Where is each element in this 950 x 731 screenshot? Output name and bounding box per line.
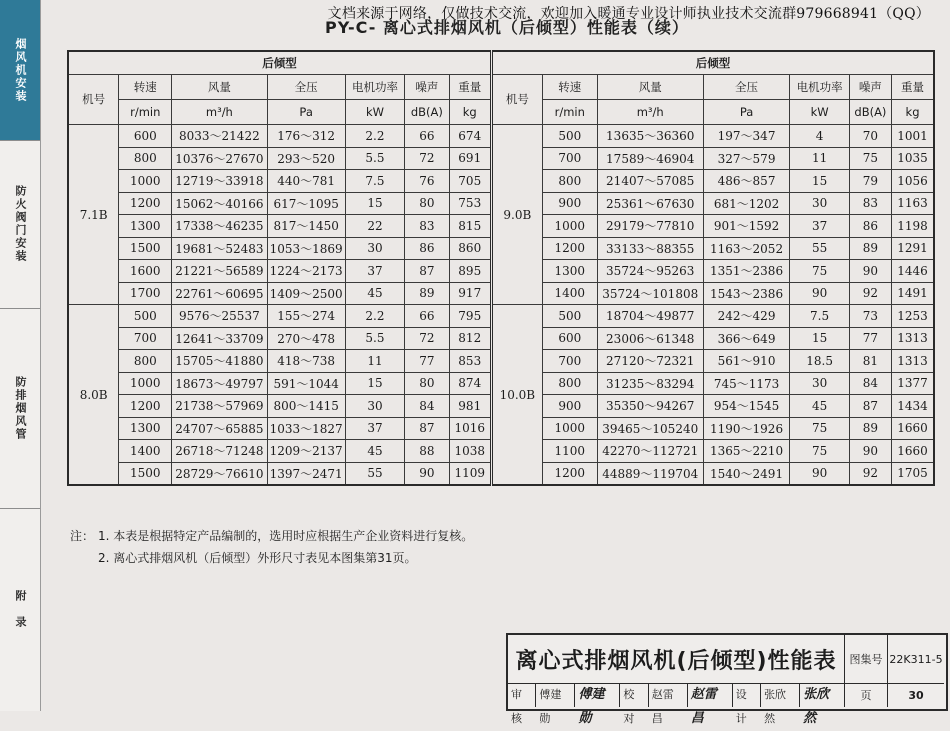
flow-cell: 15705～41880 (172, 350, 267, 373)
speed-cell: 500 (542, 305, 597, 328)
pressure-cell: 1033～1827 (267, 417, 345, 440)
weight-cell: 1446 (892, 260, 934, 283)
weight-cell: 1291 (892, 237, 934, 260)
checker-name: 赵雷昌 (649, 683, 688, 707)
flow-cell: 35724～95263 (597, 260, 703, 283)
reviewer-signature: 傅建勋 (575, 683, 620, 707)
pressure-cell: 681～1202 (703, 192, 790, 215)
flow-cell: 22761～60695 (172, 282, 267, 305)
power-cell: 45 (790, 395, 849, 418)
weight-cell: 853 (449, 350, 491, 373)
flow-cell: 31235～83294 (597, 372, 703, 395)
flow-cell: 12719～33918 (172, 170, 267, 193)
noise-cell: 87 (405, 417, 449, 440)
power-cell: 7.5 (790, 305, 849, 328)
power-cell: 75 (790, 417, 849, 440)
noise-cell: 80 (405, 372, 449, 395)
speed-cell: 1300 (542, 260, 597, 283)
pressure-cell: 366～649 (703, 327, 790, 350)
title-block (506, 633, 948, 726)
note-item: 1. 本表是根据特定产品编制的，选用时应根据生产企业资料进行复核。 (98, 529, 474, 543)
noise-cell: 83 (405, 215, 449, 238)
header-flow: 风量 (597, 75, 703, 100)
weight-cell: 1035 (892, 147, 934, 170)
weight-cell: 1313 (892, 327, 934, 350)
page-title: PY-C- 离心式排烟风机（后倾型）性能表（续） (325, 18, 689, 37)
noise-cell: 76 (405, 170, 449, 193)
pressure-cell: 591～1044 (267, 372, 345, 395)
speed-cell: 900 (542, 395, 597, 418)
power-cell: 90 (790, 462, 849, 485)
review-label: 审核 (508, 683, 536, 707)
noise-cell: 86 (405, 237, 449, 260)
designer-name: 张欣然 (761, 683, 800, 707)
flow-cell: 35350～94267 (597, 395, 703, 418)
designer-signature: 张欣然 (803, 687, 830, 726)
header-power-unit: kW (790, 100, 849, 125)
header-pressure-unit: Pa (267, 100, 345, 125)
speed-cell: 900 (542, 192, 597, 215)
flow-cell: 18673～49797 (172, 372, 267, 395)
speed-cell: 500 (542, 125, 597, 148)
pressure-cell: 617～1095 (267, 192, 345, 215)
flow-cell: 44889～119704 (597, 462, 703, 485)
power-cell: 22 (345, 215, 404, 238)
header-speed-unit: r/min (119, 100, 172, 125)
group-header-left: 后倾型 (68, 51, 491, 75)
speed-cell: 700 (542, 147, 597, 170)
weight-cell: 1001 (892, 125, 934, 148)
pressure-cell: 293～520 (267, 147, 345, 170)
sidebar-item-smoke-fan-install[interactable] (0, 0, 40, 141)
power-cell: 15 (790, 170, 849, 193)
speed-cell: 1100 (542, 440, 597, 463)
speed-cell: 800 (119, 147, 172, 170)
pressure-cell: 1543～2386 (703, 282, 790, 305)
speed-cell: 1200 (542, 462, 597, 485)
noise-cell: 84 (849, 372, 891, 395)
speed-cell: 1200 (542, 237, 597, 260)
performance-table-body (68, 125, 934, 486)
flow-cell: 15062～40166 (172, 192, 267, 215)
power-cell: 55 (790, 237, 849, 260)
noise-cell: 92 (849, 462, 891, 485)
noise-cell: 87 (849, 395, 891, 418)
weight-cell: 691 (449, 147, 491, 170)
pressure-cell: 1397～2471 (267, 462, 345, 485)
noise-cell: 86 (849, 215, 891, 238)
header-speed: 转速 (119, 75, 172, 100)
power-cell: 30 (345, 395, 404, 418)
noise-cell: 72 (405, 327, 449, 350)
power-cell: 45 (345, 282, 404, 305)
table-row (68, 125, 934, 148)
noise-cell: 77 (849, 327, 891, 350)
flow-cell: 27120～72321 (597, 350, 703, 373)
speed-cell: 1600 (119, 260, 172, 283)
flow-cell: 21407～57085 (597, 170, 703, 193)
header-weight: 重量 (449, 75, 491, 100)
flow-cell: 17589～46904 (597, 147, 703, 170)
watermark-text: 文档来源于网络，仅做技术交流，欢迎加入暖通专业设计师执业技术交流群979668941（QQ） (327, 6, 930, 22)
noise-cell: 90 (849, 440, 891, 463)
power-cell: 18.5 (790, 350, 849, 373)
speed-cell: 1200 (119, 395, 172, 418)
noise-cell: 73 (849, 305, 891, 328)
pressure-cell: 745～1173 (703, 372, 790, 395)
pressure-cell: 418～738 (267, 350, 345, 373)
table-row (68, 305, 934, 328)
flow-cell: 8033～21422 (172, 125, 267, 148)
header-power: 电机功率 (790, 75, 849, 100)
noise-cell: 75 (849, 147, 891, 170)
noise-cell: 70 (849, 125, 891, 148)
pressure-cell: 954～1545 (703, 395, 790, 418)
speed-cell: 1500 (119, 237, 172, 260)
flow-cell: 42270～112721 (597, 440, 703, 463)
weight-cell: 1313 (892, 350, 934, 373)
speed-cell: 700 (542, 350, 597, 373)
weight-cell: 1377 (892, 372, 934, 395)
weight-cell: 1016 (449, 417, 491, 440)
speed-cell: 1400 (542, 282, 597, 305)
model-cell: 8.0B (68, 305, 119, 486)
pressure-cell: 1163～2052 (703, 237, 790, 260)
design-label: 设计 (733, 683, 761, 707)
pressure-cell: 242～429 (703, 305, 790, 328)
speed-cell: 1500 (119, 462, 172, 485)
weight-cell: 1660 (892, 417, 934, 440)
noise-cell: 77 (405, 350, 449, 373)
power-cell: 11 (345, 350, 404, 373)
power-cell: 75 (790, 260, 849, 283)
speed-cell: 800 (119, 350, 172, 373)
weight-cell: 981 (449, 395, 491, 418)
power-cell: 5.5 (345, 327, 404, 350)
header-noise: 噪声 (405, 75, 449, 100)
power-cell: 37 (345, 417, 404, 440)
speed-cell: 800 (542, 170, 597, 193)
pressure-cell: 1053～1869 (267, 237, 345, 260)
flow-cell: 12641～33709 (172, 327, 267, 350)
speed-cell: 1700 (119, 282, 172, 305)
speed-cell: 500 (119, 305, 172, 328)
noise-cell: 79 (849, 170, 891, 193)
header-speed-unit: r/min (542, 100, 597, 125)
power-cell: 2.2 (345, 125, 404, 148)
sidebar-item-label: 防排烟风管 (14, 375, 27, 441)
pressure-cell: 800～1415 (267, 395, 345, 418)
noise-cell: 88 (405, 440, 449, 463)
header-pressure-unit: Pa (703, 100, 790, 125)
flow-cell: 21738～57969 (172, 395, 267, 418)
pressure-cell: 197～347 (703, 125, 790, 148)
pressure-cell: 1365～2210 (703, 440, 790, 463)
speed-cell: 1000 (119, 170, 172, 193)
pressure-cell: 270～478 (267, 327, 345, 350)
weight-cell: 1491 (892, 282, 934, 305)
header-pressure: 全压 (267, 75, 345, 100)
power-cell: 15 (345, 372, 404, 395)
pressure-cell: 561～910 (703, 350, 790, 373)
weight-cell: 705 (449, 170, 491, 193)
speed-cell: 1000 (542, 215, 597, 238)
power-cell: 45 (345, 440, 404, 463)
noise-cell: 66 (405, 125, 449, 148)
noise-cell: 81 (849, 350, 891, 373)
noise-cell: 90 (405, 462, 449, 485)
flow-cell: 33133～88355 (597, 237, 703, 260)
page-number: 30 (908, 688, 924, 702)
weight-cell: 860 (449, 237, 491, 260)
header-noise: 噪声 (849, 75, 891, 100)
flow-cell: 10376～27670 (172, 147, 267, 170)
weight-cell: 815 (449, 215, 491, 238)
noise-cell: 87 (405, 260, 449, 283)
noise-cell: 84 (405, 395, 449, 418)
header-pressure: 全压 (703, 75, 790, 100)
weight-cell: 1163 (892, 192, 934, 215)
flow-cell: 18704～49877 (597, 305, 703, 328)
weight-cell: 795 (449, 305, 491, 328)
header-model: 机号 (68, 75, 119, 125)
noise-cell: 80 (405, 192, 449, 215)
header-weight: 重量 (892, 75, 934, 100)
sidebar-item-fire-damper-install[interactable] (0, 140, 40, 309)
check-label: 校对 (620, 683, 648, 707)
flow-cell: 19681～52483 (172, 237, 267, 260)
power-cell: 7.5 (345, 170, 404, 193)
flow-cell: 26718～71248 (172, 440, 267, 463)
speed-cell: 1300 (119, 215, 172, 238)
power-cell: 37 (345, 260, 404, 283)
speed-cell: 800 (542, 372, 597, 395)
pressure-cell: 1351～2386 (703, 260, 790, 283)
power-cell: 75 (790, 440, 849, 463)
weight-cell: 753 (449, 192, 491, 215)
header-noise-unit: dB(A) (405, 100, 449, 125)
pressure-cell: 327～579 (703, 147, 790, 170)
note-item: 2. 离心式排烟风机（后倾型）外形尺寸表见本图集第31页。 (98, 551, 417, 565)
sidebar-item-appendix[interactable] (0, 508, 40, 711)
power-cell: 2.2 (345, 305, 404, 328)
notes-label: 注： (70, 529, 95, 543)
power-cell: 4 (790, 125, 849, 148)
header-power-unit: kW (345, 100, 404, 125)
flow-cell: 29179～77810 (597, 215, 703, 238)
weight-cell: 1109 (449, 462, 491, 485)
flow-cell: 25361～67630 (597, 192, 703, 215)
flow-cell: 39465～105240 (597, 417, 703, 440)
noise-cell: 72 (405, 147, 449, 170)
power-cell: 55 (345, 462, 404, 485)
noise-cell: 66 (405, 305, 449, 328)
speed-cell: 600 (119, 125, 172, 148)
sidebar-item-label: 防火阀门安装 (14, 185, 27, 263)
power-cell: 15 (790, 327, 849, 350)
sidebar-item-smoke-duct[interactable] (0, 308, 40, 509)
weight-cell: 1253 (892, 305, 934, 328)
weight-cell: 1434 (892, 395, 934, 418)
pressure-cell: 817～1450 (267, 215, 345, 238)
weight-cell: 874 (449, 372, 491, 395)
noise-cell: 90 (849, 260, 891, 283)
noise-cell: 89 (849, 417, 891, 440)
sidebar (0, 0, 41, 711)
noise-cell: 89 (405, 282, 449, 305)
power-cell: 37 (790, 215, 849, 238)
power-cell: 15 (345, 192, 404, 215)
weight-cell: 1056 (892, 170, 934, 193)
noise-cell: 89 (849, 237, 891, 260)
weight-cell: 812 (449, 327, 491, 350)
sidebar-item-label: 烟风机安装 (14, 37, 27, 103)
power-cell: 30 (790, 372, 849, 395)
model-cell: 7.1B (68, 125, 119, 305)
header-speed: 转速 (542, 75, 597, 100)
power-cell: 30 (345, 237, 404, 260)
sidebar-item-label: 附 录 (14, 590, 27, 629)
flow-cell: 21221～56589 (172, 260, 267, 283)
header-weight-unit: kg (892, 100, 934, 125)
pressure-cell: 901～1592 (703, 215, 790, 238)
checker-signature: 赵雷昌 (688, 683, 733, 707)
pressure-cell: 486～857 (703, 170, 790, 193)
speed-cell: 700 (119, 327, 172, 350)
noise-cell: 83 (849, 192, 891, 215)
header-flow-unit: m³/h (597, 100, 703, 125)
pressure-cell: 176～312 (267, 125, 345, 148)
header-model: 机号 (491, 75, 542, 125)
pressure-cell: 1209～2137 (267, 440, 345, 463)
weight-cell: 1705 (892, 462, 934, 485)
header-weight-unit: kg (449, 100, 491, 125)
weight-cell: 1038 (449, 440, 491, 463)
header-flow: 风量 (172, 75, 267, 100)
weight-cell: 895 (449, 260, 491, 283)
pressure-cell: 155～274 (267, 305, 345, 328)
header-noise-unit: dB(A) (849, 100, 891, 125)
model-cell: 10.0B (491, 305, 542, 486)
pressure-cell: 1540～2491 (703, 462, 790, 485)
weight-cell: 917 (449, 282, 491, 305)
notes (70, 525, 473, 569)
noise-cell: 92 (849, 282, 891, 305)
title-block-main-title: 离心式排烟风机(后倾型)性能表 (508, 635, 845, 684)
pressure-cell: 440～781 (267, 170, 345, 193)
page-label: 页 (845, 683, 888, 707)
weight-cell: 674 (449, 125, 491, 148)
reviewer-name: 傅建勋 (536, 683, 575, 707)
weight-cell: 1660 (892, 440, 934, 463)
pressure-cell: 1409～2500 (267, 282, 345, 305)
speed-cell: 1400 (119, 440, 172, 463)
atlas-label: 图集号 (845, 635, 888, 684)
flow-cell: 13635～36360 (597, 125, 703, 148)
pressure-cell: 1224～2173 (267, 260, 345, 283)
power-cell: 30 (790, 192, 849, 215)
header-power: 电机功率 (345, 75, 404, 100)
power-cell: 90 (790, 282, 849, 305)
flow-cell: 28729～76610 (172, 462, 267, 485)
speed-cell: 1000 (542, 417, 597, 440)
atlas-number: 22K311-5 (888, 635, 944, 684)
title-block-signatures (508, 683, 845, 726)
speed-cell: 1000 (119, 372, 172, 395)
speed-cell: 600 (542, 327, 597, 350)
flow-cell: 24707～65885 (172, 417, 267, 440)
pressure-cell: 1190～1926 (703, 417, 790, 440)
flow-cell: 9576～25537 (172, 305, 267, 328)
speed-cell: 1300 (119, 417, 172, 440)
model-cell: 9.0B (491, 125, 542, 305)
speed-cell: 1200 (119, 192, 172, 215)
performance-table (67, 50, 935, 486)
flow-cell: 23006～61348 (597, 327, 703, 350)
power-cell: 5.5 (345, 147, 404, 170)
weight-cell: 1198 (892, 215, 934, 238)
flow-cell: 17338～46235 (172, 215, 267, 238)
flow-cell: 35724～101808 (597, 282, 703, 305)
header-flow-unit: m³/h (172, 100, 267, 125)
group-header-right: 后倾型 (491, 51, 934, 75)
power-cell: 11 (790, 147, 849, 170)
